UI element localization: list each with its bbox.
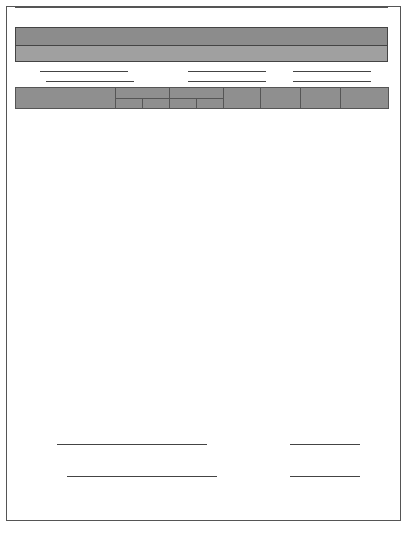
inspected-by-line[interactable]	[40, 64, 128, 72]
col-full-1	[170, 99, 197, 109]
time-line-1[interactable]	[293, 64, 371, 72]
date-field-1[interactable]	[185, 64, 266, 72]
col-opened-bottles	[116, 88, 170, 99]
time-line-2[interactable]	[293, 74, 371, 82]
bottom-date-field-2[interactable]	[287, 469, 360, 477]
col-total-bottles	[261, 88, 301, 109]
company-name-title	[15, 27, 388, 46]
col-full-2	[197, 99, 224, 109]
col-full-bottles	[170, 88, 224, 99]
verifier-signature-line[interactable]	[67, 469, 217, 477]
inspected-by-field[interactable]	[37, 64, 128, 72]
col-cost-per-bottle	[301, 88, 341, 109]
col-total-value	[341, 88, 389, 109]
date-line-2[interactable]	[188, 74, 266, 82]
inspector-signature-field[interactable]	[35, 437, 207, 445]
bottom-date-line-2[interactable]	[290, 469, 360, 477]
time-field-2[interactable]	[290, 74, 371, 82]
inspector-signature-line[interactable]	[57, 437, 207, 445]
bottom-date-line-1[interactable]	[290, 437, 360, 445]
verifier-signature-field[interactable]	[37, 469, 217, 477]
inventory-table	[15, 87, 389, 109]
col-opened-2	[143, 99, 170, 109]
time-field-1[interactable]	[290, 64, 371, 72]
bottom-date-field-1[interactable]	[287, 437, 360, 445]
col-name	[16, 88, 116, 109]
signature-block-border	[15, 7, 388, 8]
date-line-1[interactable]	[188, 64, 266, 72]
verified-by-line[interactable]	[46, 74, 134, 82]
col-opened-1	[116, 99, 143, 109]
form-title	[15, 46, 388, 62]
date-field-2[interactable]	[185, 74, 266, 82]
col-total-usage	[224, 88, 261, 109]
inventory-form-page	[6, 6, 401, 521]
verified-by-field[interactable]	[43, 74, 134, 82]
